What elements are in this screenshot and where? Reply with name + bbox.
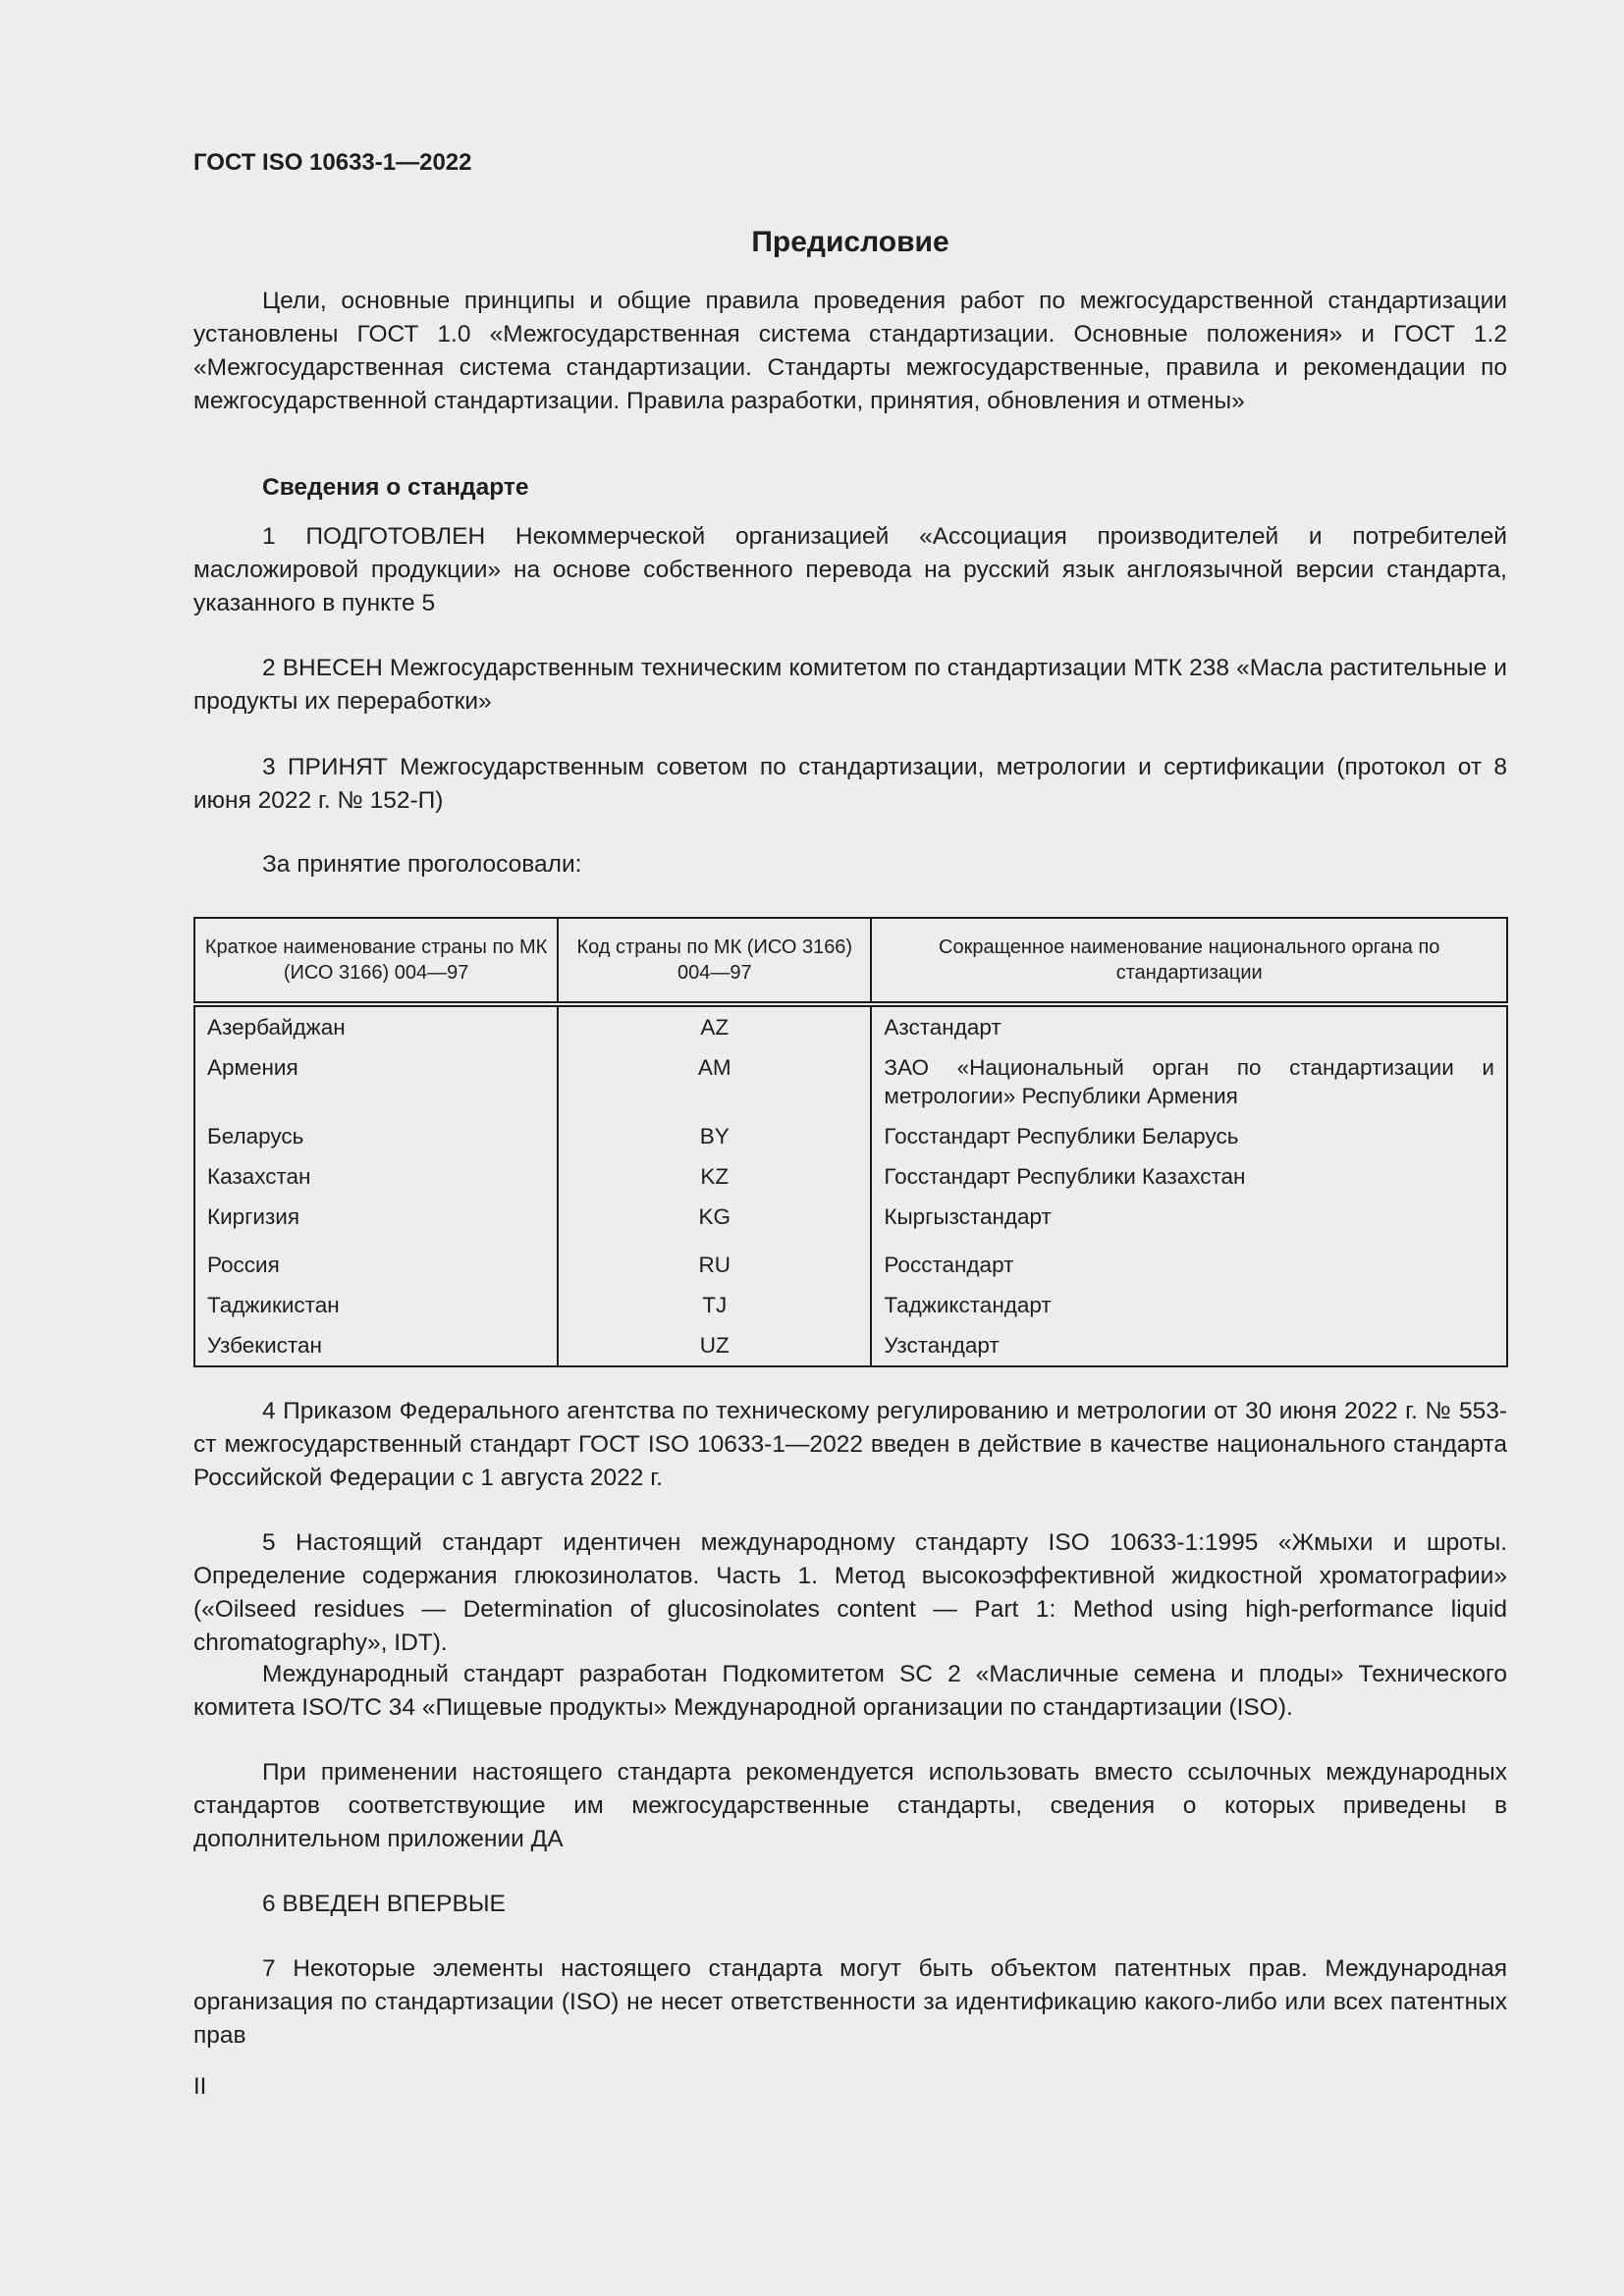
paragraph-1: 1 ПОДГОТОВЛЕН Некоммерческой организацией «Ассоциация производителей и потребителей масложировой продукции» на основе собственного перевода на русский язык англоязычной версии стандарта, указанного в пункте 5 — [193, 523, 1507, 616]
document-code: ГОСТ ISO 10633-1—2022 — [193, 149, 472, 176]
paragraph-5-international: Международный стандарт разработан Подкомитетом SC 2 «Масличные семена и плоды» Технического комитета ISO/TC 34 «Пищевые продукты» Международной организации по стандартизации (ISO). — [193, 1661, 1507, 1721]
country-cell: Армения — [194, 1047, 558, 1116]
body-cell: ЗАО «Национальный орган по стандартизации и метрологии» Республики Армения — [871, 1047, 1507, 1116]
table-header-row — [194, 918, 1507, 1004]
country-cell: Узбекистан — [194, 1325, 558, 1366]
code-cell: UZ — [558, 1325, 871, 1366]
code-cell: KG — [558, 1197, 871, 1245]
paragraph-7: 7 Некоторые элементы настоящего стандарта могут быть объектом патентных прав. Международная организация по стандартизации (ISO) не несет ответственности за идентификацию какого-либо или всех патентных прав — [193, 1955, 1507, 2049]
table-row — [194, 1285, 1507, 1325]
country-cell: Казахстан — [194, 1156, 558, 1197]
table-row — [194, 1004, 1507, 1047]
body-cell: Кыргызстандарт — [871, 1197, 1507, 1245]
paragraph-2: 2 ВНЕСЕН Межгосударственным техническим комитетом по стандартизации МТК 238 «Масла растительные и продукты их переработки» — [193, 655, 1507, 715]
paragraph-4: 4 Приказом Федерального агентства по техническому регулированию и метрологии от 30 июня 2022 г. № 553-ст межгосударственный стандарт ГОСТ ISO 10633-1—2022 введен в действие в качестве национального стандарта Российской Федерации с 1 августа 2022 г. — [193, 1398, 1507, 1491]
column-header-body: Сокращенное наименование национального органа по стандартизации — [871, 918, 1507, 1004]
code-cell: TJ — [558, 1285, 871, 1325]
paragraph-5-application: При применении настоящего стандарта рекомендуется использовать вместо ссылочных международных стандартов соответствующие им межгосударственные стандарты, сведения о которых приведены в дополнительном приложении ДА — [193, 1759, 1507, 1852]
section-subheading: Сведения о стандарте — [262, 474, 529, 501]
paragraph-5: 5 Настоящий стандарт идентичен международному стандарту ISO 10633-1:1995 «Жмыхи и шроты. Определение содержания глюкозинолатов. Часть 1. Метод высокоэффективной жидкостной хроматографии» («Oilseed residues — Determination of glucosinolates content — Part 1: Method using high-performance liquid chromatography», IDT). — [193, 1529, 1507, 1656]
country-cell: Азербайджан — [194, 1004, 558, 1047]
table-row — [194, 1116, 1507, 1156]
country-cell: Таджикистан — [194, 1285, 558, 1325]
table-row — [194, 1245, 1507, 1285]
body-cell: Росстандарт — [871, 1245, 1507, 1285]
table-row — [194, 1325, 1507, 1366]
code-cell: BY — [558, 1116, 871, 1156]
table-row — [194, 1197, 1507, 1245]
paragraph-3: 3 ПРИНЯТ Межгосударственным советом по стандартизации, метрологии и сертификации (протокол от 8 июня 2022 г. № 152-П) — [193, 754, 1507, 814]
page-title: Предисловие — [751, 226, 949, 258]
code-cell: RU — [558, 1245, 871, 1285]
body-cell: Таджикстандарт — [871, 1285, 1507, 1325]
body-cell: Азстандарт — [871, 1004, 1507, 1047]
code-cell: AZ — [558, 1004, 871, 1047]
country-cell: Киргизия — [194, 1197, 558, 1245]
column-header-code: Код страны по МК (ИСО 3166) 004—97 — [558, 918, 871, 1004]
code-cell: AM — [558, 1047, 871, 1116]
body-cell: Узстандарт — [871, 1325, 1507, 1366]
page-number: II — [193, 2073, 207, 2100]
table-row — [194, 1047, 1507, 1116]
code-cell: KZ — [558, 1156, 871, 1197]
intro-paragraph: Цели, основные принципы и общие правила проведения работ по межгосударственной стандартизации установлены ГОСТ 1.0 «Межгосударственная система стандартизации. Основные положения» и ГОСТ 1.2 «Межгосударственная система стандартизации. Стандарты межгосударственные, правила и рекомендации по межгосударственной стандартизации. Правила разработки, принятия, обновления и отмены» — [193, 288, 1507, 414]
vote-intro: За принятие проголосовали: — [262, 851, 582, 878]
voting-table — [193, 917, 1508, 1367]
paragraph-6: 6 ВВЕДЕН ВПЕРВЫЕ — [262, 1891, 506, 1917]
column-header-country: Краткое наименование страны по МК (ИСО 3166) 004—97 — [194, 918, 558, 1004]
table-row — [194, 1156, 1507, 1197]
body-cell: Госстандарт Республики Казахстан — [871, 1156, 1507, 1197]
body-cell: Госстандарт Республики Беларусь — [871, 1116, 1507, 1156]
country-cell: Россия — [194, 1245, 558, 1285]
country-cell: Беларусь — [194, 1116, 558, 1156]
